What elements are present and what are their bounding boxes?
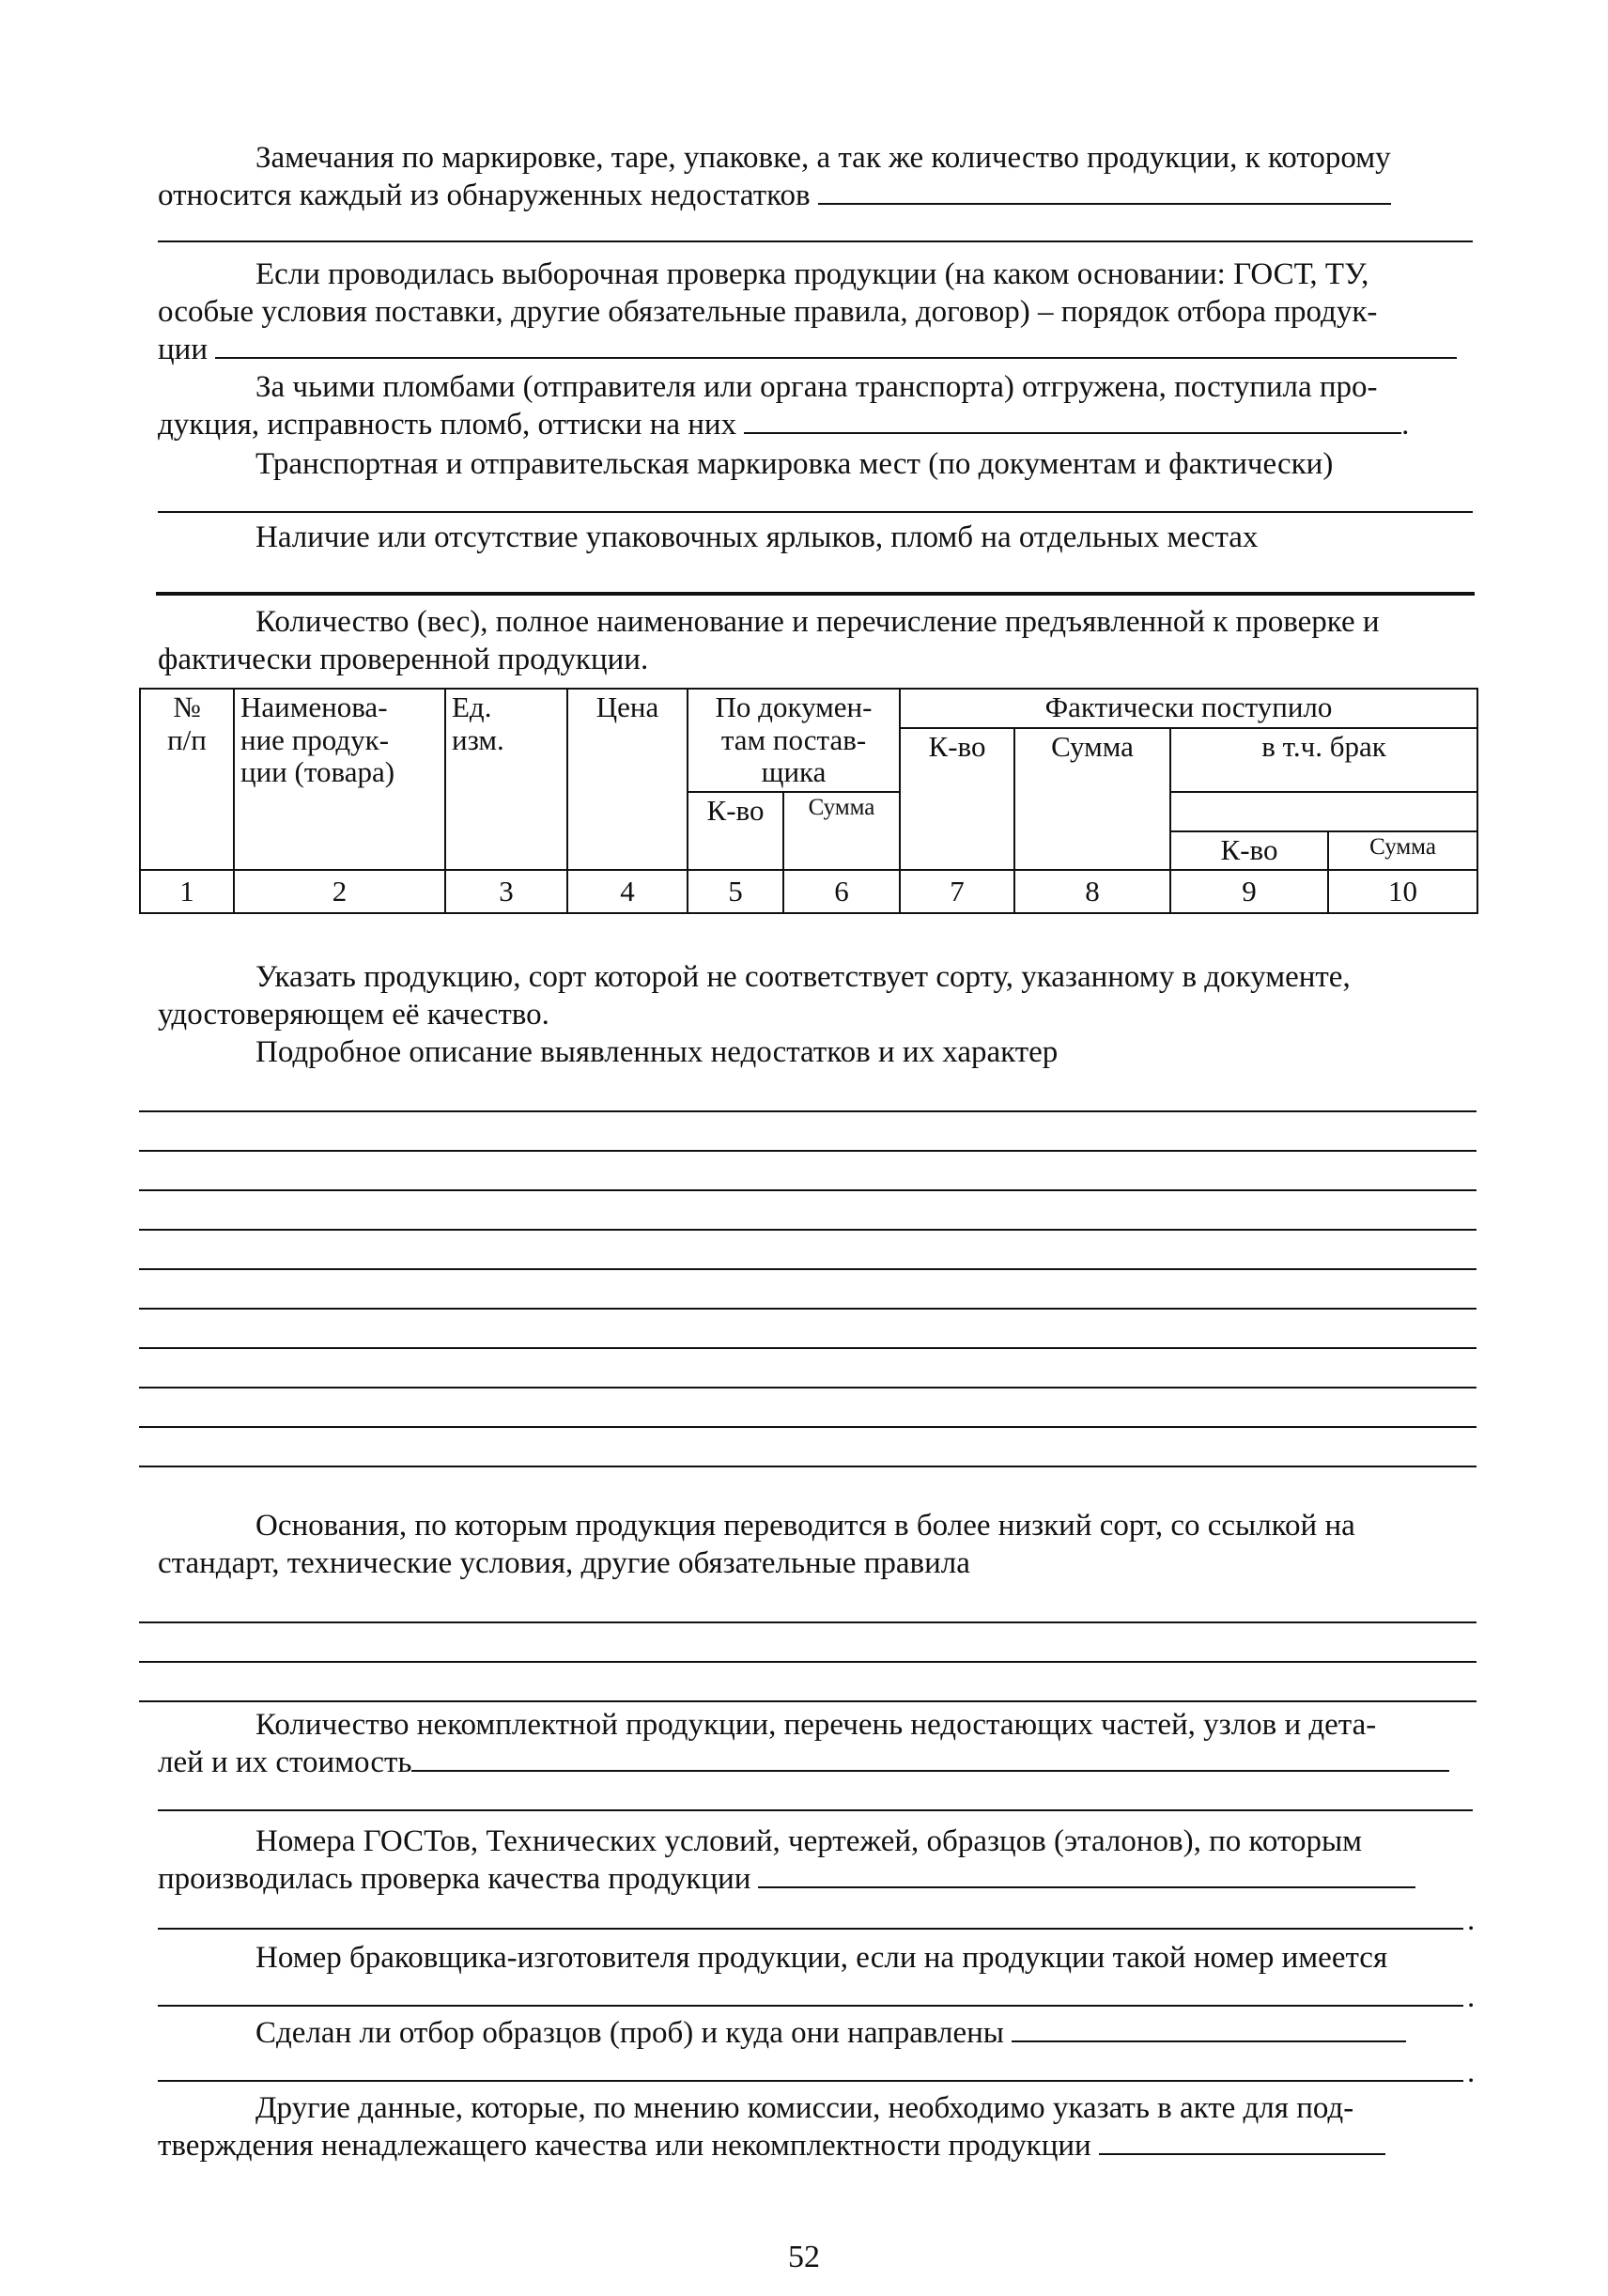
col-number-8: 8 xyxy=(1014,870,1170,913)
standards-line1: Номера ГОСТов, Технических условий, чертежей, образцов (эталонов), по которым xyxy=(255,1824,1362,1858)
header-defect-qty: К-во xyxy=(1170,831,1328,870)
downgrade-line[interactable] xyxy=(139,1621,1477,1623)
header-unit-line2: изм. xyxy=(452,722,504,756)
header-product-name-line1: Наименова- xyxy=(240,690,388,723)
header-actually-received: Фактически поступило xyxy=(900,689,1477,728)
header-defect-sum: Сумма xyxy=(1328,831,1477,870)
samples-blank-line[interactable] xyxy=(158,2080,1463,2082)
header-actual-sum: Сумма xyxy=(1014,728,1170,870)
col-number-2: 2 xyxy=(234,870,445,913)
header-product-name-line2: ние продук- xyxy=(240,722,390,756)
seals-fill[interactable] xyxy=(744,428,1401,434)
header-supplier-docs-line3: щика xyxy=(761,755,827,789)
header-unit xyxy=(445,689,567,870)
defect-line[interactable] xyxy=(139,1426,1477,1428)
defect-line[interactable] xyxy=(139,1229,1477,1231)
grade-mismatch-line1: Указать продукцию, сорт которой не соответствует сорту, указанному в документе, xyxy=(255,960,1351,994)
sampling-line1: Если проводилась выборочная проверка продукции (на каком основании: ГОСТ, ТУ, xyxy=(255,257,1369,291)
samples-text: Сделан ли отбор образцов (проб) и куда они направлены xyxy=(255,2016,1004,2050)
header-supplier-docs xyxy=(688,689,900,792)
seals-line2: дукция, исправность пломб, оттиски на них . xyxy=(158,408,1410,442)
page-number: 52 xyxy=(788,2240,820,2274)
standards-text: производилась проверка качества продукции xyxy=(158,1862,751,1896)
sampling-text: ции xyxy=(158,333,208,366)
quantity-line1: Количество (вес), полное наименование и перечисление предъявленной к проверке и xyxy=(255,605,1380,639)
defect-line[interactable] xyxy=(139,1110,1477,1112)
labels-label: Наличие или отсутствие упаковочных ярлыков, пломб на отдельных местах xyxy=(255,520,1259,554)
col-number-3: 3 xyxy=(445,870,567,913)
transport-marking-label: Транспортная и отправительская маркировка мест (по документам и фактически) xyxy=(255,447,1334,481)
marking-remarks-text: относится каждый из обнаруженных недостатков xyxy=(158,178,811,212)
col-number-7: 7 xyxy=(900,870,1014,913)
header-unit-line1: Ед. xyxy=(452,690,492,723)
incomplete-fill[interactable] xyxy=(411,1766,1449,1772)
incomplete-line1: Количество некомплектной продукции, перечень недостающих частей, узлов и дета- xyxy=(255,1708,1377,1742)
col-number-6: 6 xyxy=(783,870,900,913)
defect-line[interactable] xyxy=(139,1150,1477,1152)
header-supplier-docs-line1: По докумен- xyxy=(715,690,873,723)
header-number-line1: № xyxy=(173,690,201,723)
samples-line xyxy=(255,2014,1477,2053)
defects-description-label: Подробное описание выявленных недостатков и их характер xyxy=(255,1035,1059,1069)
col-number-9: 9 xyxy=(1170,870,1328,913)
incomplete-text: лей и их стоимость xyxy=(158,1745,412,1779)
rejector-blank-line[interactable] xyxy=(158,2005,1463,2007)
header-actual-qty: К-во xyxy=(900,728,1014,870)
sampling-fill[interactable] xyxy=(215,353,1457,359)
samples-fill[interactable] xyxy=(1012,2037,1406,2042)
header-price: Цена xyxy=(567,689,688,870)
other-text: тверждения ненадлежащего качества или некомплектности продукции xyxy=(158,2129,1091,2163)
sampling-line2: особые условия поставки, другие обязательные правила, договор) – порядок отбора продук- xyxy=(158,295,1378,329)
header-number-line2: п/п xyxy=(167,722,207,756)
defect-line[interactable] xyxy=(139,1347,1477,1349)
product-table xyxy=(139,688,1478,914)
defect-line[interactable] xyxy=(139,1466,1477,1467)
marking-remarks-blank-line[interactable] xyxy=(158,240,1473,242)
standards-fill[interactable] xyxy=(758,1883,1415,1888)
standards-blank-line[interactable] xyxy=(158,1928,1463,1930)
col-number-10: 10 xyxy=(1328,870,1477,913)
other-line1: Другие данные, которые, по мнению комиссии, необходимо указать в акте для под- xyxy=(255,2091,1354,2125)
rejector-label: Номер браковщика-изготовителя продукции, если на продукции такой номер имеется xyxy=(255,1941,1388,1975)
header-product-name-line3: ции (товара) xyxy=(240,755,395,789)
other-line2 xyxy=(158,2127,1473,2165)
marking-remarks-fill[interactable] xyxy=(818,199,1391,205)
marking-remarks-line1: Замечания по маркировке, таре, упаковке, а так же количество продукции, к которому xyxy=(255,141,1391,175)
header-defect: в т.ч. брак xyxy=(1170,728,1477,792)
col-number-4: 4 xyxy=(567,870,688,913)
grade-mismatch-line2: удостоверяющем её качество. xyxy=(158,998,549,1032)
standards-line2 xyxy=(158,1860,1473,1899)
defect-line[interactable] xyxy=(139,1387,1477,1388)
col-number-1: 1 xyxy=(140,870,234,913)
defect-line[interactable] xyxy=(139,1189,1477,1191)
incomplete-blank-line[interactable] xyxy=(158,1809,1473,1811)
other-fill[interactable] xyxy=(1099,2149,1385,2155)
transport-marking-blank-line[interactable] xyxy=(158,511,1473,513)
defect-line[interactable] xyxy=(139,1308,1477,1310)
downgrade-line1: Основания, по которым продукция переводится в более низкий сорт, со ссылкой на xyxy=(255,1509,1355,1543)
incomplete-line2 xyxy=(158,1744,1473,1782)
defect-line[interactable] xyxy=(139,1268,1477,1270)
header-docs-sum: Сумма xyxy=(783,792,900,870)
sampling-line3 xyxy=(158,331,1473,369)
header-product-name xyxy=(234,689,445,870)
header-defect-spacer xyxy=(1170,792,1477,831)
downgrade-line[interactable] xyxy=(139,1700,1477,1702)
header-docs-qty: К-во xyxy=(688,792,783,870)
labels-blank-line[interactable] xyxy=(156,592,1475,596)
marking-remarks-line2 xyxy=(158,177,1473,215)
header-number xyxy=(140,689,234,870)
col-number-5: 5 xyxy=(688,870,783,913)
quantity-line2: фактически проверенной продукции. xyxy=(158,643,649,676)
seals-line1: За чьими пломбами (отправителя или органа транспорта) отгружена, поступила про- xyxy=(255,370,1378,404)
header-supplier-docs-line2: там постав- xyxy=(720,722,867,756)
seals-text: дукция, исправность пломб, оттиски на них xyxy=(158,408,737,442)
downgrade-line2: стандарт, технические условия, другие обязательные правила xyxy=(158,1546,970,1580)
downgrade-line[interactable] xyxy=(139,1661,1477,1663)
